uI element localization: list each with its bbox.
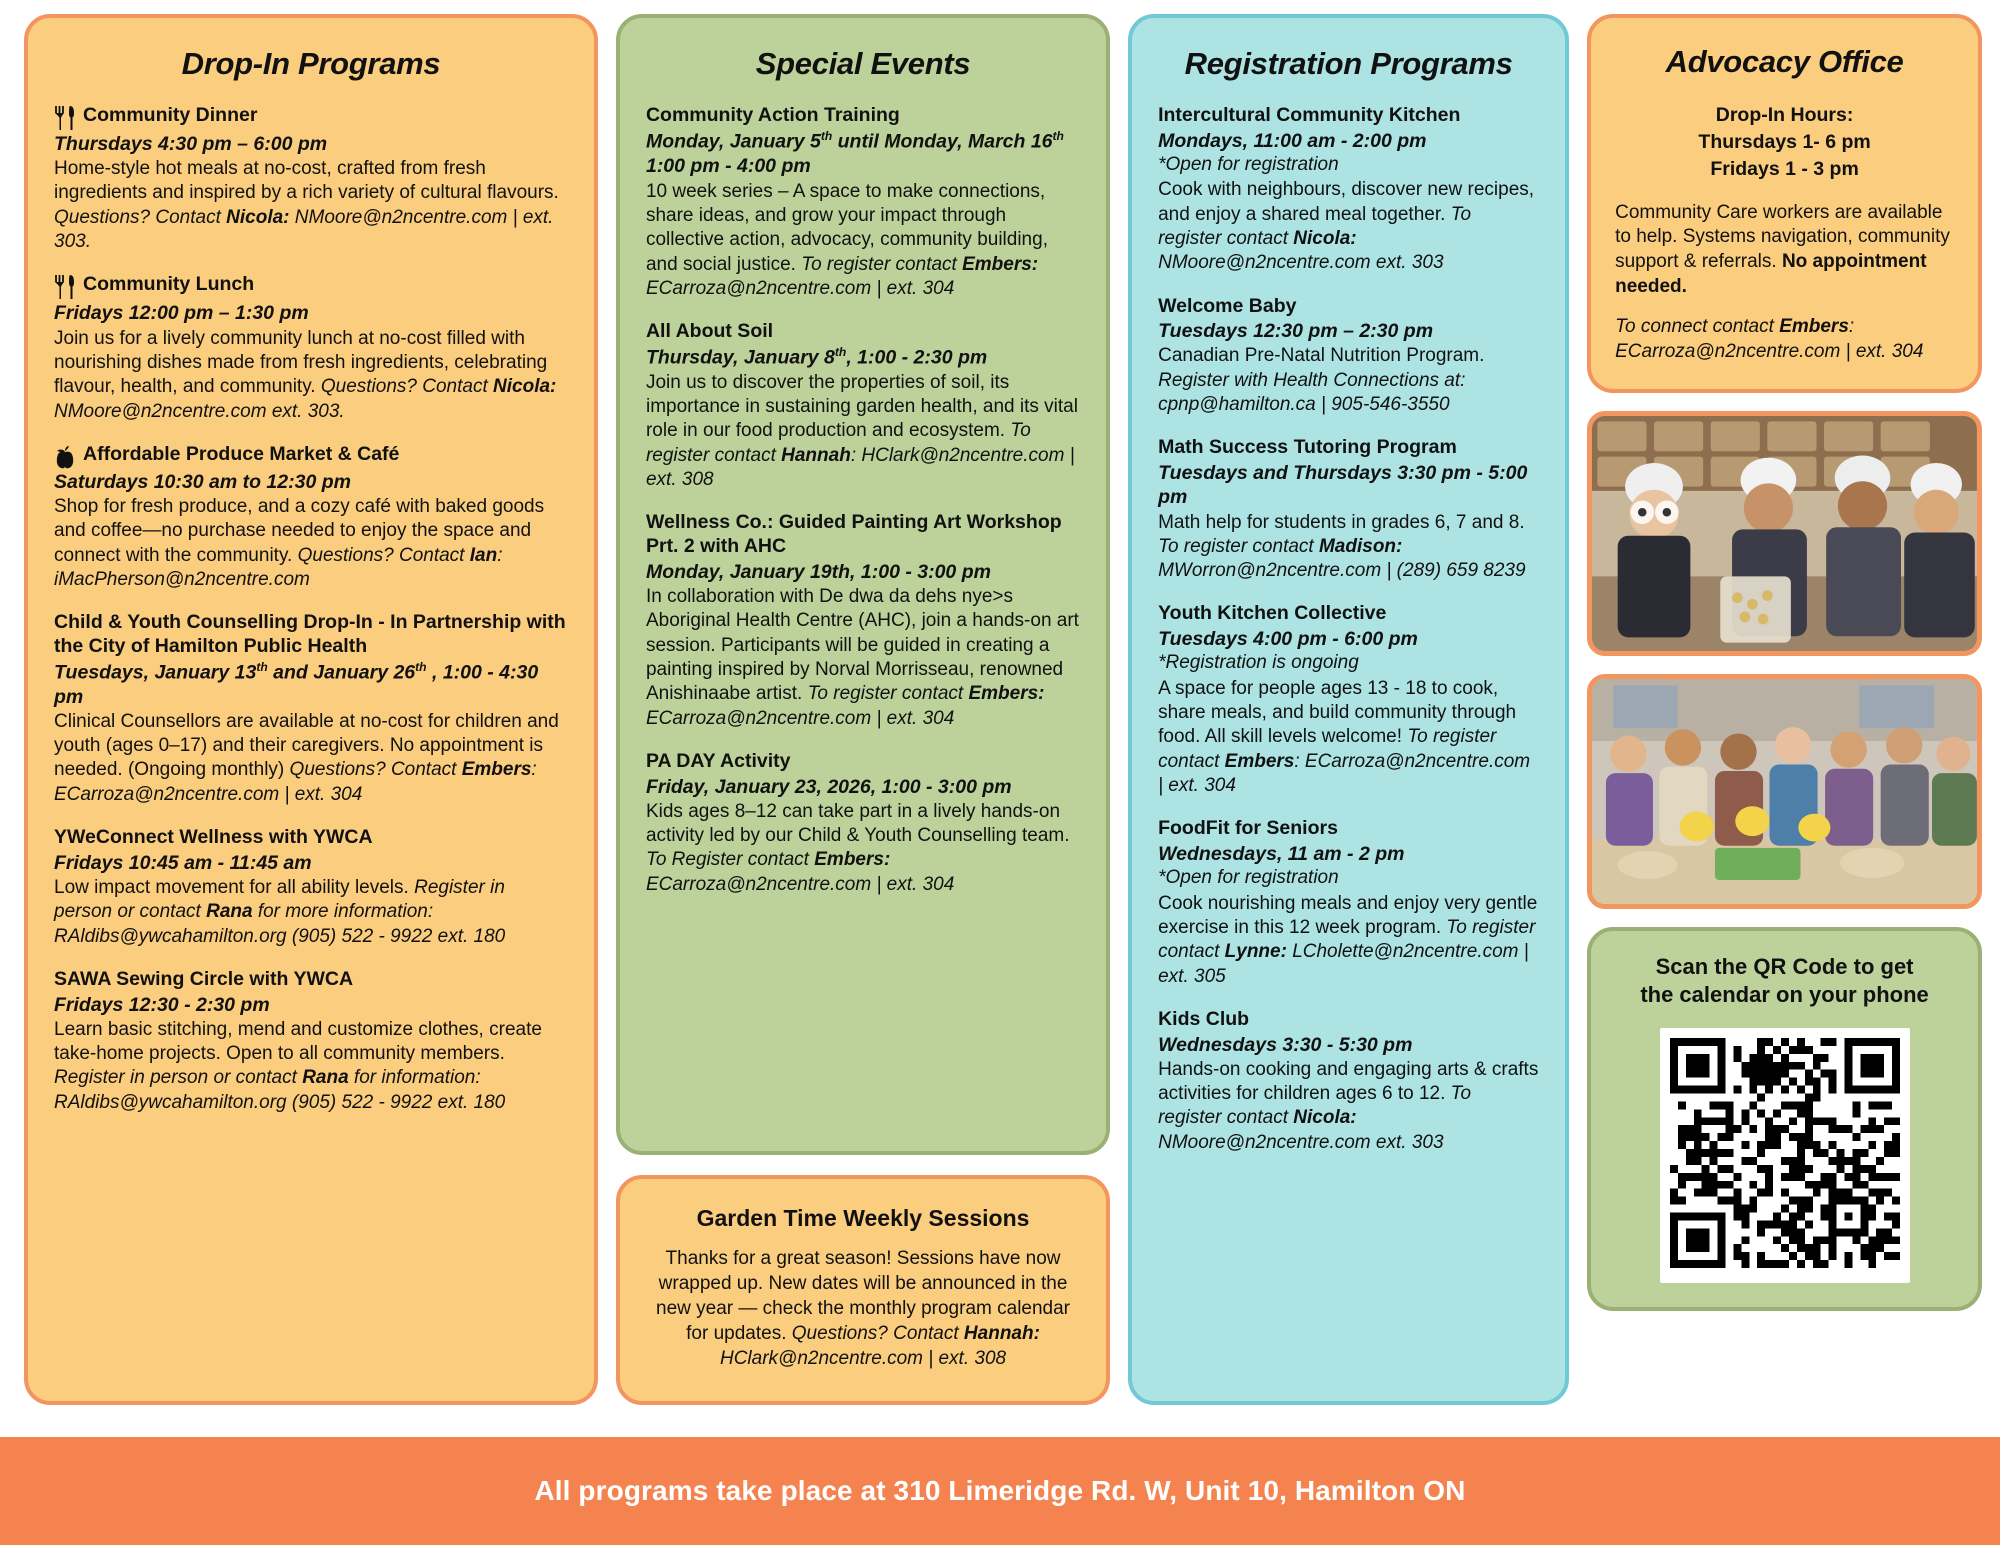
program-name: Intercultural Community Kitchen [1158,104,1461,126]
program-description: Cook with neighbours, discover new recipes, and enjoy a shared meal together. To register contact Nicola: NMoore@n2ncentre.com ext. 303 [1158,179,1535,274]
program-time: Mondays, 11:00 am - 2:00 pm [1158,129,1427,152]
program-contact-detail[interactable]: ECarroza@n2ncentre.com | ext. 304 [645,873,955,895]
qr-panel-title [1611,953,1958,1010]
garden-time-body: Thanks for a great season! Sessions have now wrapped up. New dates will be announced in the new year — check the monthly program calendar for updates. Questions? Contact Hannah: HClark@n2ncentre.com | ext. 308 [656,1247,1071,1369]
program-item [646,320,1080,492]
program-contact-name: Embers: [968,683,1045,705]
program-time: Tuesdays 4:00 pm - 6:00 pm [1158,628,1418,651]
program-item [1158,817,1539,989]
garden-time-panel [616,1175,1110,1405]
program-item [1158,295,1539,418]
program-description: Kids ages 8–12 can take part in a lively hands-on activity led by our Child & Youth Counselling team. To Register contact Embers: ECarroza@n2ncentre.com | ext. 304 [645,800,1070,895]
program-time: Friday, January 23, 2026, 1:00 - 3:00 pm [645,775,1012,798]
program-title [646,511,1080,559]
program-title [646,104,1080,128]
program-description: Math help for students in grades 6, 7 and 8. To register contact Madison: MWorron@n2ncentre.com | (289) 659 8239 [1158,511,1526,582]
program-contact-name: Embers [461,759,532,781]
program-description: Join us to discover the properties of soil, its importance in sustaining garden health, and its vital role in our food production and ecosystem. To register contact Hannah: HClark@n2ncentre.com | ext. 308 [645,371,1078,490]
program-contact-detail[interactable]: : HClark@n2ncentre.com | ext. 308 [645,444,1075,490]
program-contact-name: Nicola: [226,206,290,228]
photo-frame-group [1587,674,1982,909]
program-title [1158,817,1539,841]
photo-frame-kitchen [1587,411,1982,656]
advocacy-contact-name: Embers [1779,316,1849,338]
special-events-title: Special Events [755,46,971,81]
utensils-icon [54,274,76,300]
program-contact-detail[interactable]: : iMacPherson@n2ncentre.com [54,544,503,590]
program-title [54,611,568,659]
footer-address-text: All programs take place at 310 Limeridge Rd. W, Unit 10, Hamilton ON [534,1475,1466,1506]
program-title [54,968,568,992]
program-description: Shop for fresh produce, and a cozy café with baked goods and coffee—no purchase needed to enjoy the space and connect with the community. Questions? Contact Ian: iMacPherson@n2ncentre.com [54,496,545,590]
advocacy-title: Advocacy Office [1665,44,1904,79]
program-title [54,104,568,131]
program-note: *Registration is ongoing [1158,652,1359,674]
qr-title-line1: Scan the QR Code to get [1655,953,1914,979]
program-time: Wednesdays 3:30 - 5:30 pm [1158,1033,1413,1056]
program-contact-lead: To Register contact [645,849,815,871]
advocacy-body-text: Community Care workers are available to help. Systems navigation, community support & referrals. [1615,201,1950,273]
program-title [1158,602,1539,626]
program-name: PA DAY Activity [645,749,791,772]
qr-title-line2: the calendar on your phone [1640,982,1929,1008]
program-time: Fridays 12:30 - 2:30 pm [54,993,270,1016]
program-time: Tuesdays, January 13th and January 26th , 1:00 - 4:30 pm [54,659,539,708]
program-contact-lead: Register in person or contact [54,1067,303,1089]
program-contact-detail[interactable]: NMoore@n2ncentre.com ext. 303. [54,400,345,422]
program-name: SAWA Sewing Circle with YWCA [54,967,354,990]
qr-code-image[interactable] [1660,1028,1910,1283]
community-kitchen-volunteers-photo [1592,416,1977,651]
program-name: Youth Kitchen Collective [1158,602,1387,625]
program-title [1158,295,1539,319]
program-contact-name: Ian [469,544,498,566]
garden-contact-detail[interactable]: HClark@n2ncentre.com | ext. 308 [719,1347,1007,1369]
special-events-column [616,14,1110,1405]
utensils-icon [54,105,76,131]
program-title [1158,104,1539,128]
program-contact-name: Madison: [1318,535,1403,557]
program-item [1158,104,1539,276]
qr-code-panel [1587,927,1982,1311]
garden-contact-lead: Questions? Contact [791,1322,964,1344]
program-contact-detail[interactable]: LCholette@n2ncentre.com | ext. 305 [1158,941,1529,987]
advocacy-column [1587,14,1982,1405]
program-time-secondary: 1:00 pm - 4:00 pm [645,155,811,178]
program-title [54,826,568,850]
program-item [54,611,568,807]
program-contact-lead: To register contact [1158,726,1497,772]
advocacy-contact-rest: : ECarroza@n2ncentre.com | ext. 304 [1615,316,1924,363]
advocacy-hours [1615,102,1954,183]
program-title [54,273,568,300]
program-description: Hands-on cooking and engaging arts & crafts activities for children ages 6 to 12. To register contact Nicola: NMoore@n2ncentre.com ext. 303 [1158,1058,1539,1153]
program-name: Kids Club [1158,1007,1250,1030]
program-contact-lead: Questions? Contact [297,544,470,566]
program-contact-lead: Register in person or contact [54,876,505,923]
program-name: All About Soil [645,320,774,343]
program-contact-name: Nicola: [1293,227,1357,249]
program-time: Thursdays 4:30 pm – 6:00 pm [54,133,328,155]
program-name: Community Action Training [645,104,900,126]
program-contact-detail[interactable]: for information: RAldibs@ywcahamilton.org (905) 522 - 9922 ext. 180 [54,1067,506,1113]
program-name: FoodFit for Seniors [1158,817,1338,840]
footer-banner [0,1437,2000,1545]
advocacy-contact [1615,315,1954,364]
program-contact-detail[interactable]: for more information: RAldibs@ywcahamilton.org (905) 522 - 9922 ext. 180 [54,901,506,947]
advocacy-body [1615,201,1954,300]
advocacy-office-panel [1587,14,1982,393]
program-name: Affordable Produce Market & Café [83,442,400,465]
program-contact-lead: To register contact [801,253,963,275]
program-contact-lead: Questions? Contact [320,376,494,398]
program-item [54,443,568,592]
program-contact-detail[interactable]: : ECarroza@n2ncentre.com | ext. 304 [54,759,537,805]
program-time: Tuesdays and Thursdays 3:30 pm - 5:00 pm [1158,462,1528,509]
program-contact-name: Embers: [962,253,1039,275]
program-title [646,320,1080,344]
program-time: Monday, January 19th, 1:00 - 3:00 pm [645,560,991,583]
program-name: Wellness Co.: Guided Painting Art Workshop Prt. 2 with AHC [645,511,1062,557]
program-contact-lead: Questions? Contact [289,759,462,781]
drop-in-program-list [54,104,568,1115]
program-name: Welcome Baby [1158,294,1297,317]
drop-in-programs-panel [24,14,598,1405]
garden-time-title: Garden Time Weekly Sessions [696,1204,1030,1231]
program-description: Learn basic stitching, mend and customize clothes, create take-home projects. Open to all community members. Register in person or contact Rana for information: RAldibs@ywcahamilton.org (905) 522 - 9922 ext. 180 [54,1018,542,1113]
advocacy-contact-lead: To connect contact [1615,316,1780,338]
program-contact-detail[interactable]: ECarroza@n2ncentre.com | ext. 304 [645,277,955,299]
group-cooking-session-photo [1592,679,1977,904]
program-description: Clinical Counsellors are available at no-cost for children and youth (ages 0–17) and their caregivers. No appointment is needed. (Ongoing monthly) Questions? Contact Embers: ECarroza@n2ncentre.com | ext. 304 [54,710,559,805]
program-item [1158,436,1539,583]
advocacy-hours-thursday: Thursdays 1- 6 pm [1698,130,1871,153]
program-contact-lead: To register contact [1158,1083,1472,1129]
program-contact-lead: To register contact [1158,535,1319,557]
program-description: Cook nourishing meals and enjoy very gentle exercise in this 12 week program. To register contact Lynne: LCholette@n2ncentre.com | ext. 305 [1158,892,1538,987]
program-contact-name: Hannah [781,444,851,466]
program-contact-detail[interactable]: ECarroza@n2ncentre.com | ext. 304 [645,707,955,729]
program-contact-name: Nicola: [1293,1107,1357,1129]
program-contact-lead: Questions? Contact [54,206,227,228]
program-name: Child & Youth Counselling Drop-In - In Partnership with the City of Hamilton Public Health [54,611,566,658]
program-item [54,968,568,1115]
program-item [646,750,1080,897]
program-item [54,826,568,949]
program-contact-detail[interactable]: NMoore@n2ncentre.com | ext. 303. [54,206,554,253]
program-contact-name: Lynne: [1224,941,1287,963]
program-note: *Open for registration [1158,867,1339,889]
special-events-list [646,104,1080,897]
registration-programs-panel [1128,14,1569,1405]
program-description: A space for people ages 13 - 18 to cook, share meals, and build community through food. All skill levels welcome! To register contact Embers: ECarroza@n2ncentre.com | ext. 304 [1158,677,1531,796]
program-time: Tuesdays 12:30 pm – 2:30 pm [1158,320,1434,343]
program-contact-lead: To register contact [1158,916,1536,963]
apple-icon [54,445,76,469]
program-item [1158,602,1539,798]
drop-in-title: Drop-In Programs [181,46,441,81]
program-item [646,511,1080,731]
program-time: Fridays 12:00 pm – 1:30 pm [54,302,309,325]
program-time: Monday, January 5th until Monday, March 16th [645,128,1064,153]
program-note: *Open for registration [1158,153,1339,175]
program-description: Canadian Pre-Natal Nutrition Program. Register with Health Connections at: cpnp@hamilton.ca | 905-546-3550 [1158,345,1485,416]
program-time: Saturdays 10:30 am to 12:30 pm [54,470,351,493]
program-name: Community Lunch [83,273,255,296]
program-contact-detail[interactable]: MWorron@n2ncentre.com | (289) 659 8239 [1158,560,1526,582]
advocacy-hours-label: Drop-In Hours: [1715,104,1854,126]
program-time: Fridays 10:45 am - 11:45 am [54,851,312,874]
program-contact-lead: To register contact [807,683,969,705]
program-title [646,750,1080,774]
program-contact-lead: To register contact [1158,203,1472,249]
registration-title: Registration Programs [1184,46,1513,81]
program-contact-detail[interactable]: NMoore@n2ncentre.com ext. 303 [1158,252,1444,274]
program-name: Community Dinner [83,104,258,126]
program-contact-name: Embers [1224,750,1295,772]
special-events-panel [616,14,1110,1155]
advocacy-hours-friday: Fridays 1 - 3 pm [1710,157,1859,180]
qr-code-svg [1670,1038,1900,1268]
registration-program-list [1158,104,1539,1155]
program-title [54,443,568,469]
program-contact-name: Rana [302,1067,349,1089]
program-contact-detail[interactable]: NMoore@n2ncentre.com ext. 303 [1158,1131,1444,1153]
program-time: Thursday, January 8th, 1:00 - 2:30 pm [645,344,988,369]
program-contact-name: Nicola: [493,376,557,398]
garden-contact-name: Hannah: [963,1322,1040,1344]
program-description: 10 week series – A space to make connections, share ideas, and grow your impact through collective action, advocacy, community building, and social justice. To register contact Embers: ECarroza@n2ncentre.com | ext. 304 [645,180,1048,299]
advocacy-no-appointment: No appointment needed. [1615,251,1927,297]
program-item [1158,1008,1539,1155]
program-description: Home-style hot meals at no-cost, crafted from fresh ingredients and inspired by a rich variety of cultural flavours. Questions? Contact Nicola: NMoore@n2ncentre.com | ext. 303. [54,158,559,253]
program-item [54,104,568,254]
program-name: YWeConnect Wellness with YWCA [54,825,373,848]
program-name: Math Success Tutoring Program [1158,436,1457,459]
program-contact-lead: Register with Health Connections at: cpnp@hamilton.ca | 905-546-3550 [1158,369,1466,416]
program-contact-lead: To register contact [645,420,1031,466]
program-contact-name: Rana [206,901,253,923]
program-description: In collaboration with De dwa da dehs nye>s Aboriginal Health Centre (AHC), join a hands-on art session. Participants will be guided in creating a painting inspired by Norval Morrisseau, renowned Anishinaabe artist. To register contact Embers: ECarroza@n2ncentre.com | ext. 304 [645,585,1079,729]
program-description: Join us for a lively community lunch at no-cost filled with nourishing dishes made from fresh ingredients, celebrating flavour, health, and community. Questions? Contact Nicola: NMoore@n2ncentre.com ext. 303. [54,327,557,422]
program-description: Low impact movement for all ability levels. Register in person or contact Rana for more information: RAldibs@ywcahamilton.org (905) 522 - 9922 ext. 180 [54,876,506,947]
program-item [646,104,1080,301]
program-title [1158,1008,1539,1032]
program-title [1158,436,1539,460]
program-item [54,273,568,423]
program-contact-detail[interactable]: : ECarroza@n2ncentre.com | ext. 304 [1158,750,1531,796]
program-time: Wednesdays, 11 am - 2 pm [1158,843,1405,866]
program-contact-name: Embers: [814,849,891,871]
